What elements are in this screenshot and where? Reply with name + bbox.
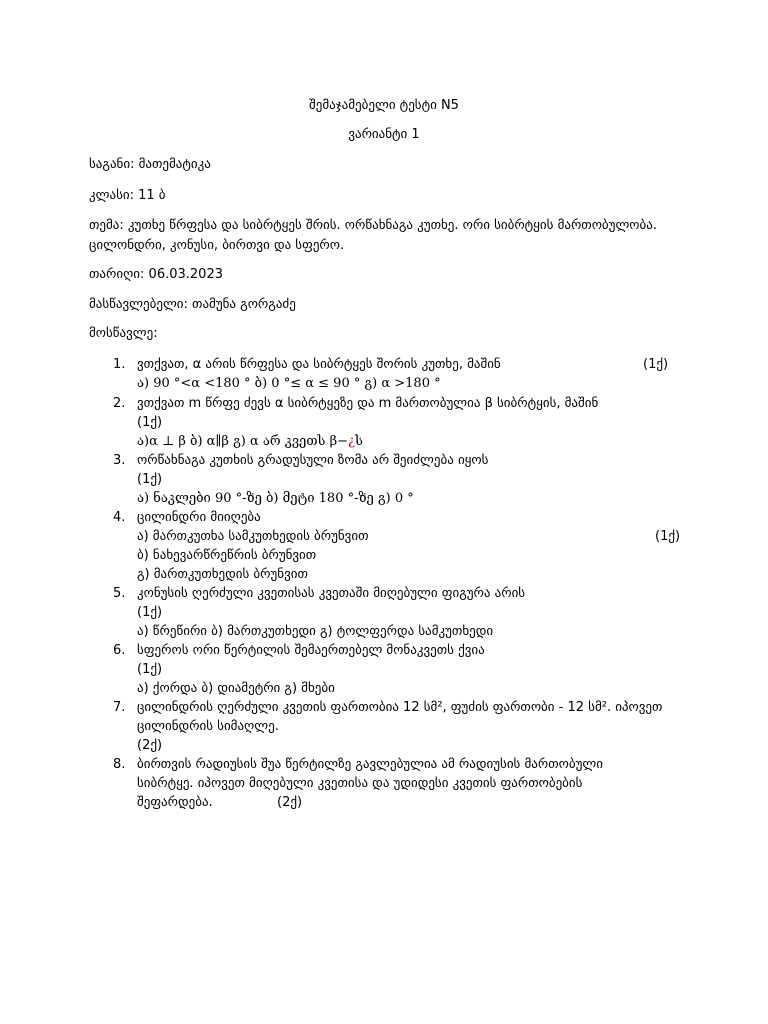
question-number: 1. bbox=[113, 357, 126, 372]
class-line: კლასი: 11 ბ bbox=[89, 188, 166, 203]
question-4-option-c: გ) მართკუთხედის ბრუნვით bbox=[137, 567, 308, 582]
question-4-option-a: ა) მართკუთხა სამკუთხედის ბრუნვით bbox=[137, 529, 369, 544]
question-6-points: (1ქ) bbox=[137, 662, 163, 677]
document-title: შემაჯამებელი ტესტი N5 bbox=[309, 98, 459, 113]
question-8-points: (2ქ) bbox=[277, 795, 303, 810]
question-1-text: ვთქვათ, α არის წრფესა და სიბრტყეს შორის კუთხე, მაშინ bbox=[137, 357, 501, 372]
question-8-line-3: შეფარდება. bbox=[137, 795, 213, 810]
question-7-line-1: ცილინდრის ღერძული კვეთის ფართობია 12 სმ², ფუძის ფართობი - 12 სმ². იპოვეთ bbox=[137, 700, 663, 715]
question-number: 8. bbox=[113, 757, 126, 772]
question-number: 7. bbox=[113, 700, 126, 715]
question-7-points: (2ქ) bbox=[137, 738, 163, 753]
question-8-line-2: სიბრტყე. იპოვეთ მიღებული კვეთისა და უდიდესი კვეთის ფართობების bbox=[137, 776, 583, 791]
question-4-points: (1ქ) bbox=[655, 529, 681, 544]
question-number: 6. bbox=[113, 643, 126, 658]
question-number: 5. bbox=[113, 586, 126, 601]
question-3-points: (1ქ) bbox=[137, 472, 163, 487]
student-line: მოსწავლე: bbox=[89, 326, 158, 341]
question-3-options: ა) ნაკლები 90 °-ზე ბ) მეტი 180 °-ზე გ) 0 ° bbox=[137, 491, 414, 506]
question-2-text: ვთქვათ m წრფე ძევს α სიბრტყეზე და m მართობულია β სიბრტყის, მაშინ bbox=[137, 396, 599, 411]
date-line: თარიღი: 06.03.2023 bbox=[89, 267, 223, 282]
question-1-options: ა) 90 °<α <180 ° ბ) 0 °≤ α ≤ 90 ° გ) α >180 ° bbox=[137, 376, 441, 391]
question-7-line-2: ცილინდრის სიმაღლე. bbox=[137, 719, 279, 734]
question-2-options-tail: ს bbox=[354, 434, 363, 449]
question-number: 4. bbox=[113, 510, 126, 525]
question-2-options-main: ა)α ⊥ β ბ) α∥β გ) α არ კვეთს β− bbox=[137, 434, 348, 449]
theme-line-1: თემა: კუთხე წრფესა და სიბრტყეს შრის. ორწახნაგა კუთხე. ორი სიბრტყის მართობულობა. bbox=[89, 218, 657, 233]
question-4-text: ცილინდრი მიიღება bbox=[137, 510, 261, 525]
theme-line-2: ცილონდრი, კონუსი, ბირთვი და სფერო. bbox=[89, 238, 345, 253]
teacher-line: მასწავლებელი: თამუნა გორგაძე bbox=[89, 297, 296, 312]
question-5-options: ა) წრეწირი ბ) მართკუთხედი გ) ტოლფერდა სამკუთხედი bbox=[137, 624, 494, 639]
question-2-points: (1ქ) bbox=[137, 415, 163, 430]
subject-line: საგანი: მათემატიკა bbox=[89, 157, 211, 172]
question-2-options-red-glyph: ¿ bbox=[347, 434, 355, 449]
question-6-options: ა) ქორდა ბ) დიამეტრი გ) მხები bbox=[137, 681, 335, 696]
question-4-option-b: ბ) ნახევარწრეწრის ბრუნვით bbox=[137, 548, 317, 563]
question-number: 2. bbox=[113, 396, 126, 411]
question-1-points: (1ქ) bbox=[643, 357, 669, 372]
question-2-options bbox=[137, 434, 363, 449]
question-8-line-1: ბირთვის რადიუსის შუა წერტილზე გავლებულია ამ რადიუსის მართობული bbox=[137, 757, 603, 772]
question-6-text: სფეროს ორი წერტილის შემაერთებელ მონაკვეთს ქვია bbox=[137, 643, 485, 658]
question-3-text: ორწახნაგა კუთხის გრადუსული ზომა არ შეიძლება იყოს bbox=[137, 453, 489, 468]
question-number: 3. bbox=[113, 453, 126, 468]
variant-label: ვარიანტი 1 bbox=[348, 127, 420, 142]
question-5-points: (1ქ) bbox=[137, 605, 163, 620]
question-5-text: კონუსის ღერძული კვეთისას კვეთაში მიღებული ფიგურა არის bbox=[137, 586, 526, 601]
